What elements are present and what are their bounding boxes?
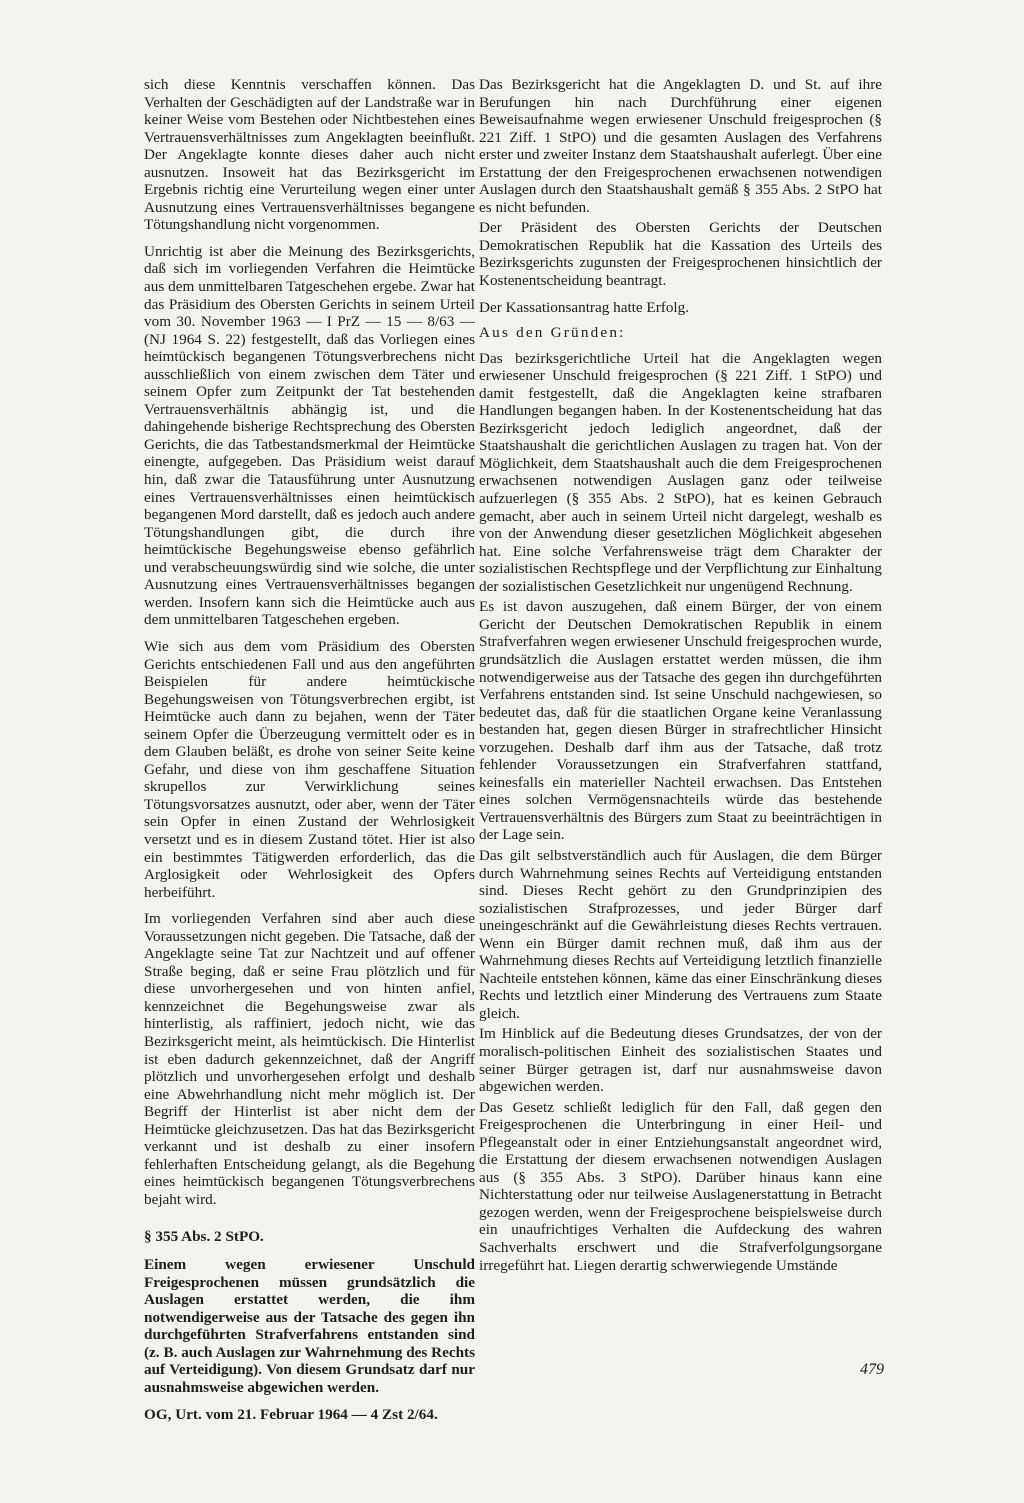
- paragraph: Das bezirksgerichtliche Urteil hat die Angeklagten wegen erwiesener Unschuld freigesprochen (§ 221 Ziff. 1 StPO) und damit festgestellt, daß die Angeklagten keine strafbaren Handlungen begangen haben. In der Kostenentscheidung hat das Bezirksgericht jedoch lediglich angeordnet, daß der Staatshaushalt die gerichtlichen Auslagen zu tragen hat. Von der Möglichkeit, dem Staatshaushalt auch die dem Freigesprochenen erwachsenen notwendigen Auslagen ganz oder teilweise aufzuerlegen (§ 355 Abs. 2 StPO), hat es keinen Gebrauch gemacht, aber auch in seinem Urteil nicht dargelegt, weshalb es von der Anwendung dieser gesetzlichen Möglichkeit abgesehen hat. Eine solche Verfahrensweise trägt dem Charakter der sozialistischen Rechtspflege und der Verpflichtung zur Einhaltung der sozialistischen Gesetzlichkeit nur ungenügend Rechnung.: [479, 349, 882, 595]
- paragraph: Der Kassationsantrag hatte Erfolg.: [479, 298, 690, 316]
- right-column: [479, 76, 882, 1277]
- paragraph: Das Gesetz schließt lediglich für den Fall, daß gegen den Freigesprochenen die Unterbringung in einer Heil- und Pflegeanstalt oder in einer Entziehungsanstalt angeordnet wird, die Erstattung der diesem erwachsenen notwendigen Auslagen aus (§ 355 Abs. 3 StPO). Darüber hinaus kann eine Nichterstattung oder nur teilweise Auslagenerstattung in Betracht gezogen werden, wenn der Freigesprochene beispielsweise durch ein unaufrichtiges Verhalten die Aufdeckung des wahren Sachverhalts erschwert und die Strafverfolgungsorgane irregeführt hat. Liegen derartig schwerwiegende Umstände: [479, 1098, 882, 1274]
- paragraph: Im vorliegenden Verfahren sind aber auch diese Voraussetzungen nicht gegeben. Die Tatsache, daß der Angeklagte seine Tat zur Nachtzeit und auf offener Straße beging, daß er seine Frau plötzlich und für diese unvorhergesehen und von hinten anfiel, kennzeichnet die Begehungsweise zwar als hinterlistig, als raffiniert, jedoch nicht, wie das Bezirksgericht meint, als heimtückisch. Die Hinterlist ist eben dadurch gekennzeichnet, daß der Angriff plötzlich und unvorhergesehen erfolgt und deshalb eine Abwehrhandlung nicht mehr möglich ist. Der Begriff der Hinterlist ist aber nicht dem der Heimtücke gleichzusetzen. Das hat das Bezirksgericht verkannt und ist deshalb zu einer insofern fehlerhaften Entscheidung gelangt, als die Begehung eines heimtückisch begangenen Tötungsverbrechens bejaht wird.: [144, 910, 475, 1208]
- paragraph: Der Präsident des Obersten Gerichts der Deutschen Demokratischen Republik hat die Kassation des Urteils des Bezirksgerichts zugunsten der Freigesprochenen hinsichtlich der Kostenentscheidung beantragt.: [479, 219, 882, 290]
- left-column: [144, 76, 475, 1427]
- page-number: 479: [860, 1361, 884, 1378]
- decision-citation: OG, Urt. vom 21. Februar 1964 — 4 Zst 2/64.: [144, 1406, 438, 1424]
- paragraph: Unrichtig ist aber die Meinung des Bezirksgerichts, daß sich im vorliegenden Verfahren die Heimtücke aus dem unmittelbaren Tatgeschehen ergebe. Zwar hat das Präsidium des Obersten Gerichts in seinem Urteil vom 30. November 1963 — I PrZ — 15 — 8/63 — (NJ 1964 S. 22) festgestellt, daß das Vorliegen eines heimtückisch begangenen Tötungsverbrechens nicht ausschließlich von einem zwischen dem Täter und seinem Opfer zum Zeitpunkt der Tat bestehenden Vertrauensverhältnis abhängig ist, und die dahingehende bisherige Rechtsprechung des Obersten Gerichts, die das Tatbestandsmerkmal der Heimtücke einengte, aufgegeben. Das Präsidium weist darauf hin, daß zwar die Tatausführung unter Ausnutzung eines Vertrauensverhältnisses einen heimtückisch begangenen Mord darstellt, daß es jedoch auch andere Tötungshandlungen gibt, die durch ihre heimtückische Begehungsweise ebenso gefährlich und verabscheuungswürdig sind wie solche, die unter Ausnutzung eines Vertrauensverhältnisses begangen werden. Insofern kann sich die Heimtücke auch aus dem unmittelbaren Tatgeschehen ergeben.: [144, 242, 475, 629]
- paragraph: Das Bezirksgericht hat die Angeklagten D. und St. auf ihre Berufungen hin nach Durchführung einer eigenen Beweisaufnahme wegen erwiesener Unschuld freigesprochen (§ 221 Ziff. 1 StPO) und die gesamten Auslagen des Verfahrens erster und zweiter Instanz dem Staatshaushalt auferlegt. Über eine Erstattung der den Freigesprochenen erwachsenen notwendigen Auslagen durch den Staatshaushalt gemäß § 355 Abs. 2 StPO hat es nicht befunden.: [479, 76, 882, 216]
- law-reference-heading: § 355 Abs. 2 StPO.: [144, 1228, 264, 1246]
- section-heading: Aus den Gründen:: [479, 324, 626, 342]
- paragraph: Wie sich aus dem vom Präsidium des Obersten Gerichts entschiedenen Fall und aus den angeführten Beispielen für andere heimtückische Begehungsweisen von Tötungsverbrechen ergibt, ist Heimtücke auch dann zu bejahen, wenn der Täter seinem Opfer die Überzeugung vermittelt oder es in dem Glauben beläßt, es drohe von seiner Seite keine Gefahr, und diese von ihm geschaffene Situation skrupellos zur Verwirklichung seines Tötungsvorsatzes ausnutzt, oder aber, wenn der Täter sein Opfer in einen Zustand der Wehrlosigkeit versetzt und es in diesem Zustand tötet. Hier ist also ein bestimmtes Tätigwerden erforderlich, das die Arglosigkeit oder Wehrlosigkeit des Opfers herbeiführt.: [144, 637, 475, 901]
- paragraph: sich diese Kenntnis verschaffen können. Das Verhalten der Geschädigten auf der Landstraße war in keiner Weise vom Bestehen oder Nichtbestehen eines Vertrauensverhältnisses zum Angeklagten beeinflußt. Der Angeklagte konnte dieses daher auch nicht ausnutzen. Insoweit hat das Bezirksgericht im Ergebnis richtig eine Verurteilung wegen einer unter Ausnutzung eines Vertrauensverhältnisses begangene Tötungshandlung nicht vorgenommen.: [144, 76, 475, 234]
- paragraph: Im Hinblick auf die Bedeutung dieses Grundsatzes, der von der moralisch-politischen Einheit des sozialistischen Staates und seiner Bürger getragen ist, darf nur ausnahmsweise davon abgewichen werden.: [479, 1025, 882, 1096]
- paragraph: Das gilt selbstverständlich auch für Auslagen, die dem Bürger durch Wahrnehmung seines Rechts auf Verteidigung entstanden sind. Dieses Recht gehört zu den Grundprinzipien des sozialistischen Strafprozesses, und jeder Bürger darf uneingeschränkt auf die Gewährleistung dieses Rechts vertrauen. Wenn ein Bürger damit rechnen muß, daß ihm aus der Wahrnehmung dieses Rechts auf Verteidigung letztlich finanzielle Nachteile entstehen können, käme das einer Einschränkung dieses Rechts und letztlich einer Minderung des Vertrauens zum Staate gleich.: [479, 846, 882, 1022]
- paragraph: Es ist davon auszugehen, daß einem Bürger, der von einem Gericht der Deutschen Demokratischen Republik in einem Strafverfahren wegen erwiesener Unschuld freigesprochen wurde, grundsätzlich die Auslagen erstattet werden müssen, die ihm notwendigerweise aus der Tatsache des gegen ihn durchgeführten Verfahrens entstanden sind. Ist seine Unschuld nachgewiesen, so bedeutet das, daß für die staatlichen Organe keine Veranlassung bestanden hat, gegen diesen Bürger in strafrechtlicher Hinsicht vorzugehen. Deshalb darf ihm aus der Tatsache, daß trotz fehlender Voraussetzungen ein Strafverfahren stattfand, keinesfalls ein materieller Nachteil erwachsen. Das Entstehen eines solchen Vermögensnachteils würde das bestehende Vertrauensverhältnis des Bürgers zum Staat zu beeinträchtigen in der Lage sein.: [479, 598, 882, 844]
- leitsatz: Einem wegen erwiesener Unschuld Freigesprochenen müssen grundsätzlich die Auslagen erstattet werden, die ihm notwendigerweise aus der Tatsache des gegen ihn durchgeführten Strafverfahrens entstanden sind (z. B. auch Auslagen zur Wahrnehmung des Rechts auf Verteidigung). Von diesem Grundsatz darf nur ausnahmsweise abgewichen werden.: [144, 1256, 475, 1396]
